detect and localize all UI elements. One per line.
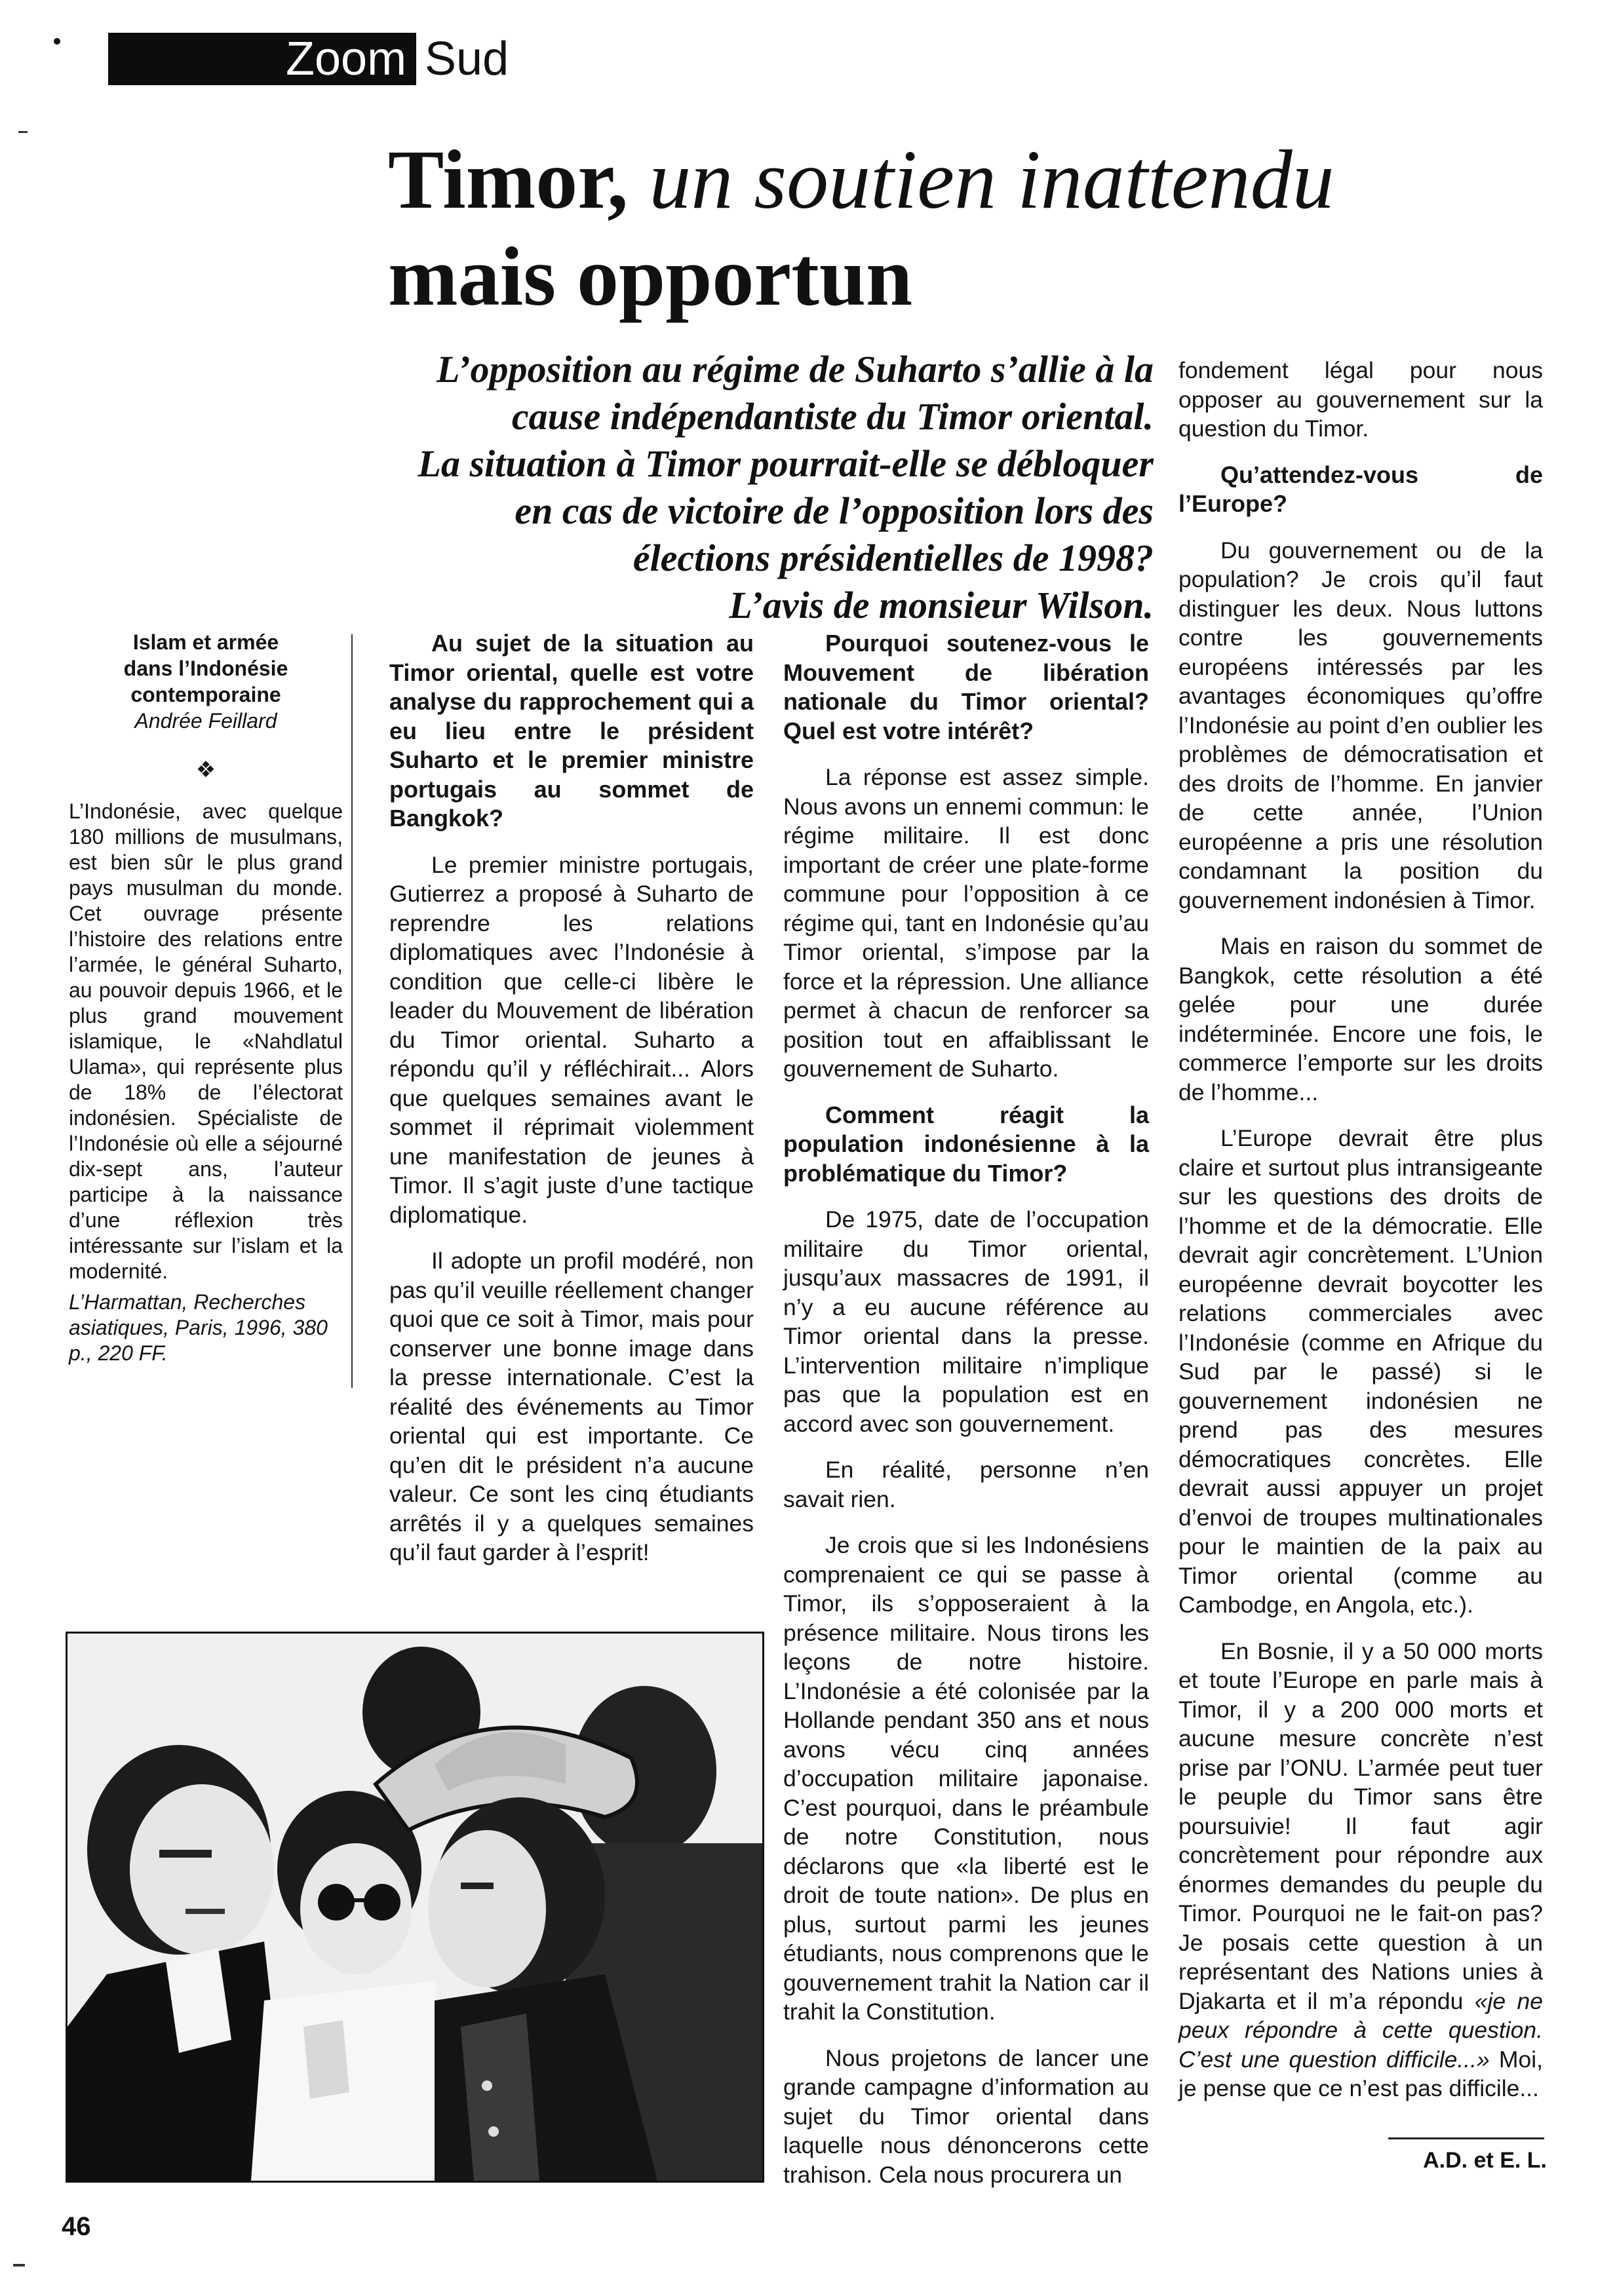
lead-line: en cas de victoire de l’opposition lors des [515, 489, 1154, 532]
title-line2: mais opportun [388, 230, 913, 323]
paragraph: La réponse est assez simple. Nous avons un ennemi commun: le régime militaire. Il est donc important de créer une plate-forme commune pour l’opposition à ce régime qui, tant en Indonésie qu’au Timor oriental, s’impose par la force et la répression. Une alliance permet à chacun de renforcer sa position tout en affaiblissant le gouvernement de Suharto. [783, 764, 1149, 1082]
sidebar-author: Andrée Feillard [134, 709, 277, 733]
paragraph-text: En Bosnie, il y a 50 000 morts et toute l’Europe en parle mais à Timor, il y a 200 000 morts et aucune mesure concrète n’est prise par l’ONU. L’armée peut tuer le peuple du Timor sans être poursuivie! Il faut agir concrètement pour répondre aux énormes demandes du peuple du Timor. Pourquoi ne le fait-on pas? Je posais cette question à un représentant des Nations unies à Djakarta et il m’a répondu [1178, 1637, 1543, 2014]
article-lead [367, 346, 1154, 629]
paragraph-text: Moi, je pense que ce n’est pas difficile... [1178, 2046, 1543, 2101]
title-strong: Timor, [388, 133, 629, 226]
book-sidebar [69, 629, 343, 1366]
photo-illustration [68, 1634, 762, 2181]
article-column-2 [783, 629, 1149, 2206]
paragraph: Le premier ministre portugais, Gutierrez a proposé à Suharto de reprendre les relations diplomatiques avec l’Indonésie à condition que celle-ci libère le leader du Mouvement de libération du Timor oriental. Suharto a répondu qu’il y réfléchirait... Alors que quelques semaines avant le sommet il réprimait violemment une manifestation de jeunes à Timor. Il s’agit juste d’une tactique diplomatique. [389, 851, 754, 1228]
paragraph [1178, 1637, 1543, 2103]
sidebar-title-line: Islam et armée [132, 630, 279, 654]
paragraph: Mais en raison du sommet de Bangkok, cette résolution a été gelée pour une durée indéterminée. Encore une fois, le commerce l’emporte sur les droits de l’homme... [1178, 933, 1543, 1105]
sidebar-title-line: dans l’Indonésie [123, 657, 288, 680]
lead-line: élections présidentielles de 1998? [632, 537, 1154, 579]
author-signature: A.D. et E. L. [1423, 2148, 1547, 2173]
section-label-zoom: Zoom [286, 33, 407, 85]
lead-line: L’avis de monsieur Wilson. [729, 584, 1154, 626]
page-number: 46 [62, 2212, 91, 2241]
paragraph: Nous projetons de lancer une grande campagne d’information au sujet du Timor oriental dans laquelle nous dénoncerons cette trahison. Cela nous procurera un [783, 2044, 1149, 2188]
section-label-sud: Sud [425, 33, 509, 85]
sidebar-divider [351, 634, 353, 1388]
title-italic: un soutien inattendu [649, 133, 1334, 226]
lead-line: La situation à Timor pourrait-elle se débloquer [418, 442, 1154, 485]
article-column-1 [389, 629, 754, 1584]
lead-line: cause indépendantiste du Timor oriental. [511, 395, 1154, 438]
interview-question: Qu’attendez-vous de l’Europe? [1178, 461, 1543, 517]
paragraph: fondement légal pour nous opposer au gouvernement sur la question du Timor. [1178, 357, 1543, 442]
lead-line: L’opposition au régime de Suharto s’allie à la [436, 348, 1154, 391]
paragraph: Il adopte un profil modéré, non pas qu’il veuille réellement changer quoi que ce soit à Timor, mais pour conserver une bonne image dans la presse internationale. C’est la réalité des événements au Timor oriental qui est importante. Ce qu’en dit le président n’a aucune valeur. Ce sont les cinq étudiants arrêtés il y a quelques semaines qu’il faut garder à l’esprit! [389, 1248, 754, 1565]
quoted-reply: «je ne peux répondre à cette question. C’est une question difficile...» [1178, 1987, 1543, 2073]
interview-question: Comment réagit la population indonésienne à la problématique du Timor? [783, 1101, 1149, 1187]
sidebar-publisher: L’Harmattan, Recherches asiatiques, Paris, 1996, 380 p., 220 FF. [69, 1290, 328, 1365]
paragraph: En réalité, personne n’en savait rien. [783, 1457, 1149, 1512]
paragraph: Je crois que si les Indonésiens comprenaient ce qui se passe à Timor, ils s’opposeraient à la présence militaire. Nous tirons les leçons de notre histoire. L’Indonésie a été colonisée par la Hollande pendant 350 ans et nous avons vécu cinq années d’occupation militaire japonaise. C’est pourquoi, dans le préambule de notre Constitution, nous déclarons que «la liberté est le droit de toute nation». De plus en plus, surtout parmi les jeunes étudiants, nous comprenons que le gouvernement trahit la Nation car il trahit la Constitution. [783, 1532, 1149, 2025]
ornament-icon: ❖ [195, 757, 216, 782]
margin-bullet [54, 38, 60, 45]
sidebar-title-line: contemporaine [130, 683, 281, 706]
article-title [388, 131, 1568, 325]
paragraph: Du gouvernement ou de la population? Je crois qu’il faut distinguer les deux. Nous luttons contre les gouvernements européens intéressés par les avantages économiques qu’offre l’Indonésie au point d’en oublier les problèmes de démocratisation et des droits de l’homme. En janvier de cette année, l’Union européenne a pris une résolution condamnant la position du gouvernement indonésien à Timor. [1178, 537, 1543, 913]
margin-mark [18, 131, 28, 133]
interview-question: Pourquoi soutenez-vous le Mouvement de libération nationale du Timor oriental? Quel est votre intérêt? [783, 630, 1149, 744]
interview-question: Au sujet de la situation au Timor oriental, quelle est votre analyse du rapprochement qui a eu lieu entre le président Suharto et le premier ministre portugais au sommet de Bangkok? [389, 630, 754, 832]
paragraph: L’Europe devrait être plus claire et surtout plus intransigeante sur les questions des droits de l’homme et de la démocratie. Elle devrait agir concrètement. L’Union européenne devrait boycotter les relations commerciales avec l’Indonésie (comme en Afrique du Sud par le passé) si le gouvernement indonésien ne prend pas des mesures démocratiques concrètes. Elle devrait aussi appuyer un projet d’envoi de troupes multinationales pour le maintien de la paix au Timor oriental (comme au Cambodge, en Angola, etc.). [1178, 1125, 1543, 1618]
news-photo [66, 1632, 764, 2183]
margin-mark-bottom [13, 2264, 25, 2267]
paragraph: De 1975, date de l’occupation militaire du Timor oriental, jusqu’aux massacres de 1991, il n’y a eu aucune référence au Timor oriental dans la presse. L’intervention militaire n’implique pas que la population est en accord avec son gouvernement. [783, 1206, 1149, 1437]
article-column-3 [1178, 356, 1543, 2120]
sidebar-body: L’Indonésie, avec quelque 180 millions de musulmans, est bien sûr le plus grand pays musulman du monde. Cet ouvrage présente l’histoire des relations entre l’armée, le général Suharto, au pouvoir depuis 1966, et le plus grand mouvement islamique, le «Nahdlatul Ulama», qui représente plus de 18% de l’électorat indonésien. Spécialiste de l’Indonésie où elle a séjourné dix-sept ans, l’auteur participe à la naissance d’une réflexion très intéressante sur l’islam et la modernité. [69, 799, 343, 1283]
signature-rule [1388, 2137, 1544, 2139]
